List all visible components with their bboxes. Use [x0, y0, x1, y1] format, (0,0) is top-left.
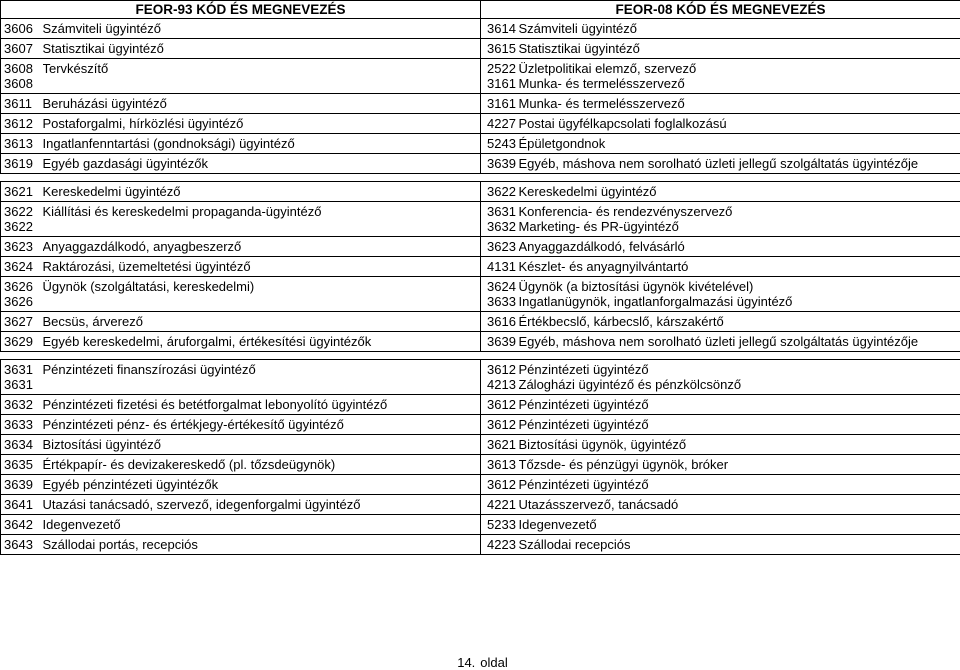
table-row — [1, 19, 960, 39]
feor08-code: 3612 — [481, 475, 519, 495]
feor93-code: 3627 — [1, 312, 43, 332]
table-row — [1, 182, 960, 202]
table-row — [1, 257, 960, 277]
header-feor08: FEOR-08 KÓD ÉS MEGNEVEZÉS — [481, 1, 960, 19]
feor93-code: 3612 — [1, 114, 43, 134]
feor08-code: 3639 — [481, 332, 519, 352]
header-row — [1, 1, 960, 19]
feor08-name: Szállodai recepciós — [519, 535, 960, 555]
feor93-code: 3633 — [1, 415, 43, 435]
feor08-name: Biztosítási ügynök, ügyintéző — [519, 435, 960, 455]
feor93-code: 3626 3626 — [1, 277, 43, 312]
group-spacer — [1, 352, 960, 360]
feor08-name: Egyéb, máshova nem sorolható üzleti jellegű szolgáltatás ügyintézője — [519, 154, 960, 174]
spacer-cell — [1, 352, 960, 360]
feor08-code: 4221 — [481, 495, 519, 515]
feor93-name: Utazási tanácsadó, szervező, idegenforgalmi ügyintéző — [43, 495, 481, 515]
feor08-code: 3621 — [481, 435, 519, 455]
page-number: 14. — [457, 655, 475, 670]
table-row — [1, 475, 960, 495]
feor08-code: 3612 4213 — [481, 360, 519, 395]
feor93-code: 3634 — [1, 435, 43, 455]
feor08-code: 5233 — [481, 515, 519, 535]
feor08-code: 4227 — [481, 114, 519, 134]
table-row — [1, 134, 960, 154]
feor08-name: Kereskedelmi ügyintéző — [519, 182, 960, 202]
feor93-name: Ügynök (szolgáltatási, kereskedelmi) — [43, 277, 481, 312]
table-row — [1, 515, 960, 535]
feor93-name: Egyéb gazdasági ügyintézők — [43, 154, 481, 174]
table-row — [1, 39, 960, 59]
feor08-code: 3624 3633 — [481, 277, 519, 312]
feor93-code: 3622 3622 — [1, 202, 43, 237]
feor08-name: Anyaggazdálkodó, felvásárló — [519, 237, 960, 257]
feor08-name: Pénzintézeti ügyintéző — [519, 475, 960, 495]
feor93-name: Statisztikai ügyintéző — [43, 39, 481, 59]
feor93-name: Pénzintézeti fizetési és betétforgalmat lebonyolító ügyintéző — [43, 395, 481, 415]
table-row — [1, 435, 960, 455]
table-row — [1, 59, 960, 94]
feor08-name: Számviteli ügyintéző — [519, 19, 960, 39]
table-row — [1, 237, 960, 257]
feor93-name: Pénzintézeti pénz- és értékjegy-értékesítő ügyintéző — [43, 415, 481, 435]
feor93-code: 3631 3631 — [1, 360, 43, 395]
feor93-code: 3606 — [1, 19, 43, 39]
feor93-name: Anyaggazdálkodó, anyagbeszerző — [43, 237, 481, 257]
feor93-code: 3607 — [1, 39, 43, 59]
table-row — [1, 312, 960, 332]
feor93-name: Kiállítási és kereskedelmi propaganda-ügyintéző — [43, 202, 481, 237]
feor08-code: 3623 — [481, 237, 519, 257]
feor08-name: Idegenvezető — [519, 515, 960, 535]
feor93-name: Beruházási ügyintéző — [43, 94, 481, 114]
group-spacer — [1, 174, 960, 182]
feor93-name: Tervkészítő — [43, 59, 481, 94]
page-word: oldal — [480, 655, 507, 670]
feor93-name: Egyéb pénzintézeti ügyintézők — [43, 475, 481, 495]
table-row — [1, 535, 960, 555]
feor93-code: 3629 — [1, 332, 43, 352]
feor08-name: Értékbecslő, kárbecslő, kárszakértő — [519, 312, 960, 332]
feor08-name: Egyéb, máshova nem sorolható üzleti jellegű szolgáltatás ügyintézője — [519, 332, 960, 352]
feor93-code: 3613 — [1, 134, 43, 154]
feor93-name: Becsüs, árverező — [43, 312, 481, 332]
table-body — [1, 19, 960, 555]
feor08-name: Készlet- és anyagnyilvántartó — [519, 257, 960, 277]
feor93-name: Egyéb kereskedelmi, áruforgalmi, értékesítési ügyintézők — [43, 332, 481, 352]
feor93-code: 3611 — [1, 94, 43, 114]
feor93-code: 3635 — [1, 455, 43, 475]
feor93-name: Postaforgalmi, hírközlési ügyintéző — [43, 114, 481, 134]
feor08-name: Postai ügyfélkapcsolati foglalkozású — [519, 114, 960, 134]
table-row — [1, 455, 960, 475]
feor08-name: Üzletpolitikai elemző, szervező Munka- és termelésszervező — [519, 59, 960, 94]
feor08-code: 3616 — [481, 312, 519, 332]
feor08-code: 3622 — [481, 182, 519, 202]
table-row — [1, 114, 960, 134]
feor93-name: Biztosítási ügyintéző — [43, 435, 481, 455]
feor08-name: Utazásszervező, tanácsadó — [519, 495, 960, 515]
header-feor93: FEOR-93 KÓD ÉS MEGNEVEZÉS — [1, 1, 481, 19]
feor08-name: Épületgondnok — [519, 134, 960, 154]
feor93-name: Szállodai portás, recepciós — [43, 535, 481, 555]
feor93-code: 3643 — [1, 535, 43, 555]
feor08-code: 5243 — [481, 134, 519, 154]
table-row — [1, 360, 960, 395]
feor93-name: Számviteli ügyintéző — [43, 19, 481, 39]
feor93-code: 3632 — [1, 395, 43, 415]
feor08-code: 3612 — [481, 415, 519, 435]
page-footer — [0, 655, 960, 670]
table-row — [1, 495, 960, 515]
table-row — [1, 154, 960, 174]
feor93-code: 3639 — [1, 475, 43, 495]
feor93-code: 3623 — [1, 237, 43, 257]
feor08-code: 3631 3632 — [481, 202, 519, 237]
feor08-code: 4131 — [481, 257, 519, 277]
feor93-name: Raktározási, üzemeltetési ügyintéző — [43, 257, 481, 277]
feor08-code: 2522 3161 — [481, 59, 519, 94]
feor08-code: 3161 — [481, 94, 519, 114]
feor93-name: Idegenvezető — [43, 515, 481, 535]
feor08-code: 3612 — [481, 395, 519, 415]
feor08-code: 3613 — [481, 455, 519, 475]
feor93-name: Pénzintézeti finanszírozási ügyintéző — [43, 360, 481, 395]
feor08-code: 3614 — [481, 19, 519, 39]
feor93-code: 3641 — [1, 495, 43, 515]
feor93-code: 3608 3608 — [1, 59, 43, 94]
table-row — [1, 415, 960, 435]
feor08-name: Statisztikai ügyintéző — [519, 39, 960, 59]
spacer-cell — [1, 174, 960, 182]
feor08-code: 3639 — [481, 154, 519, 174]
feor08-name: Pénzintézeti ügyintéző — [519, 415, 960, 435]
feor93-name: Kereskedelmi ügyintéző — [43, 182, 481, 202]
feor08-name: Ügynök (a biztosítási ügynök kivételével) Ingatlanügynök, ingatlanforgalmazási ügyintéző — [519, 277, 960, 312]
feor93-code: 3642 — [1, 515, 43, 535]
feor08-code: 4223 — [481, 535, 519, 555]
feor93-code: 3619 — [1, 154, 43, 174]
table-row — [1, 202, 960, 237]
table-row — [1, 395, 960, 415]
feor93-name: Ingatlanfenntartási (gondnoksági) ügyintéző — [43, 134, 481, 154]
feor08-code: 3615 — [481, 39, 519, 59]
feor93-code: 3624 — [1, 257, 43, 277]
feor08-name: Tőzsde- és pénzügyi ügynök, bróker — [519, 455, 960, 475]
table-row — [1, 94, 960, 114]
feor08-name: Pénzintézeti ügyintéző — [519, 395, 960, 415]
feor93-name: Értékpapír- és devizakereskedő (pl. tőzsdeügynök) — [43, 455, 481, 475]
feor93-code: 3621 — [1, 182, 43, 202]
feor08-name: Munka- és termelésszervező — [519, 94, 960, 114]
table-row — [1, 332, 960, 352]
feor08-name: Konferencia- és rendezvényszervező Marketing- és PR-ügyintéző — [519, 202, 960, 237]
feor08-name: Pénzintézeti ügyintéző Zálogházi ügyintéző és pénzkölcsönző — [519, 360, 960, 395]
table-row — [1, 277, 960, 312]
